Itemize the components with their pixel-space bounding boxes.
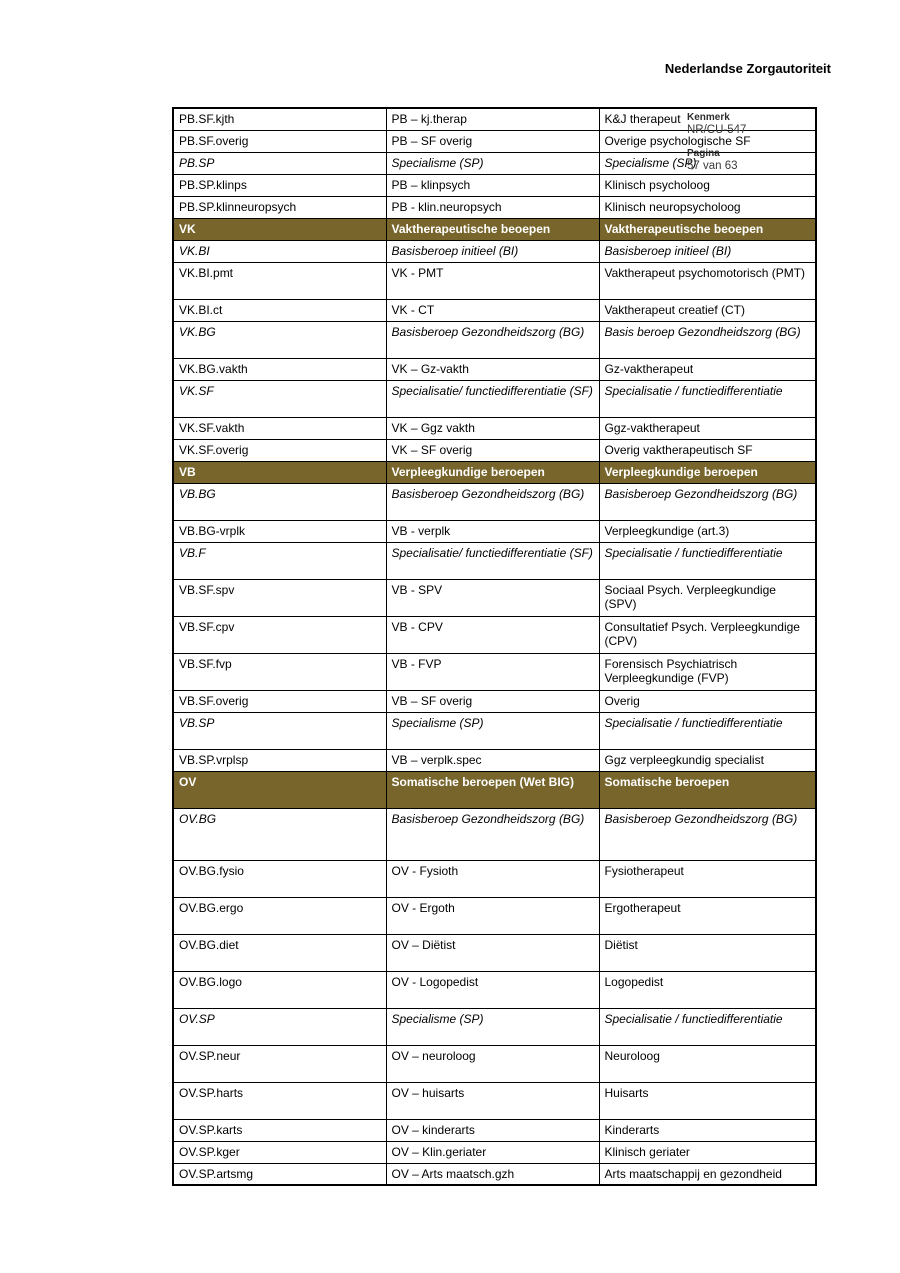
table-row bbox=[173, 1008, 816, 1045]
short-name-cell: VB – verplk.spec bbox=[386, 749, 599, 771]
code-cell: VK.BG.vakth bbox=[173, 358, 386, 380]
short-name-cell: VB - SPV bbox=[386, 579, 599, 616]
short-name-cell: VB – SF overig bbox=[386, 690, 599, 712]
short-name-cell: PB - klin.neuropsych bbox=[386, 196, 599, 218]
table-row bbox=[173, 653, 816, 690]
table-row bbox=[173, 152, 816, 174]
short-name-cell: VK – Ggz vakth bbox=[386, 417, 599, 439]
description-cell: Vaktherapeut creatief (CT) bbox=[599, 299, 816, 321]
description-cell: Basisberoep Gezondheidszorg (BG) bbox=[599, 808, 816, 860]
description-cell: Specialisatie / functiedifferentiatie bbox=[599, 712, 816, 749]
code-cell: OV.SP.neur bbox=[173, 1045, 386, 1082]
short-name-cell: Verpleegkundige beroepen bbox=[386, 461, 599, 483]
table-row bbox=[173, 1082, 816, 1119]
table-row bbox=[173, 358, 816, 380]
code-cell: VK bbox=[173, 218, 386, 240]
code-cell: OV.SP.karts bbox=[173, 1119, 386, 1141]
code-cell: OV.SP.kger bbox=[173, 1141, 386, 1163]
table-row bbox=[173, 897, 816, 934]
short-name-cell: Specialisme (SP) bbox=[386, 712, 599, 749]
description-cell: Forensisch Psychiatrisch Verpleegkundige (FVP) bbox=[599, 653, 816, 690]
code-cell: VK.SF.vakth bbox=[173, 417, 386, 439]
code-cell: PB.SP.klinps bbox=[173, 174, 386, 196]
description-cell: K&J therapeut bbox=[599, 108, 816, 130]
short-name-cell: Somatische beroepen (Wet BIG) bbox=[386, 771, 599, 808]
code-cell: VB.SF.fvp bbox=[173, 653, 386, 690]
short-name-cell: Specialisme (SP) bbox=[386, 152, 599, 174]
table-row bbox=[173, 934, 816, 971]
table-row bbox=[173, 690, 816, 712]
description-cell: Klinisch neuropsycholoog bbox=[599, 196, 816, 218]
code-cell: VB bbox=[173, 461, 386, 483]
table-row bbox=[173, 1163, 816, 1185]
description-cell: Kinderarts bbox=[599, 1119, 816, 1141]
short-name-cell: Basisberoep Gezondheidszorg (BG) bbox=[386, 321, 599, 358]
description-cell: Consultatief Psych. Verpleegkundige (CPV) bbox=[599, 616, 816, 653]
mapping-table-body bbox=[173, 108, 816, 1185]
table-row bbox=[173, 196, 816, 218]
short-name-cell: Specialisatie/ functiedifferentiatie (SF) bbox=[386, 380, 599, 417]
code-cell: OV.BG.diet bbox=[173, 934, 386, 971]
description-cell: Klinisch psycholoog bbox=[599, 174, 816, 196]
short-name-cell: OV - Logopedist bbox=[386, 971, 599, 1008]
table-row bbox=[173, 616, 816, 653]
code-cell: OV bbox=[173, 771, 386, 808]
short-name-cell: VB - CPV bbox=[386, 616, 599, 653]
code-cell: VK.BI bbox=[173, 240, 386, 262]
table-row bbox=[173, 808, 816, 860]
code-cell: OV.BG bbox=[173, 808, 386, 860]
description-cell: Specialisatie / functiedifferentiatie bbox=[599, 380, 816, 417]
description-cell: Vaktherapeut psychomotorisch (PMT) bbox=[599, 262, 816, 299]
code-cell: VB.SF.cpv bbox=[173, 616, 386, 653]
pagina-label: Pagina bbox=[687, 148, 720, 159]
description-cell: Overige psychologische SF bbox=[599, 130, 816, 152]
table-row bbox=[173, 971, 816, 1008]
description-cell: Fysiotherapeut bbox=[599, 860, 816, 897]
description-cell: Verpleegkundige beroepen bbox=[599, 461, 816, 483]
pagina-value: 57 van 63 bbox=[687, 160, 738, 172]
description-cell: Vaktherapeutische beoepen bbox=[599, 218, 816, 240]
section-header-row bbox=[173, 461, 816, 483]
table-row bbox=[173, 108, 816, 130]
code-cell: OV.BG.ergo bbox=[173, 897, 386, 934]
code-cell: PB.SP.klinneuropsych bbox=[173, 196, 386, 218]
table-row bbox=[173, 712, 816, 749]
description-cell: Ggz verpleegkundig specialist bbox=[599, 749, 816, 771]
table-row bbox=[173, 542, 816, 579]
description-cell: Diëtist bbox=[599, 934, 816, 971]
short-name-cell: OV – huisarts bbox=[386, 1082, 599, 1119]
description-cell: Specialisme (SP) bbox=[599, 152, 816, 174]
description-cell: Specialisatie / functiedifferentiatie bbox=[599, 1008, 816, 1045]
short-name-cell: OV – neuroloog bbox=[386, 1045, 599, 1082]
code-cell: OV.BG.logo bbox=[173, 971, 386, 1008]
short-name-cell: VK – SF overig bbox=[386, 439, 599, 461]
organisation-title: Nederlandse Zorgautoriteit bbox=[664, 61, 831, 76]
short-name-cell: VB - verplk bbox=[386, 520, 599, 542]
code-cell: PB.SP bbox=[173, 152, 386, 174]
table-row bbox=[173, 417, 816, 439]
code-cell: VB.SP bbox=[173, 712, 386, 749]
description-cell: Arts maatschappij en gezondheid bbox=[599, 1163, 816, 1185]
short-name-cell: OV - Ergoth bbox=[386, 897, 599, 934]
description-cell: Ergotherapeut bbox=[599, 897, 816, 934]
short-name-cell: Specialisatie/ functiedifferentiatie (SF) bbox=[386, 542, 599, 579]
description-cell: Ggz-vaktherapeut bbox=[599, 417, 816, 439]
table-row bbox=[173, 321, 816, 358]
table-row bbox=[173, 483, 816, 520]
table-row bbox=[173, 1045, 816, 1082]
table-row bbox=[173, 749, 816, 771]
kenmerk-value: NR/CU-547 bbox=[687, 124, 747, 136]
description-cell: Somatische beroepen bbox=[599, 771, 816, 808]
description-cell: Neuroloog bbox=[599, 1045, 816, 1082]
short-name-cell: VK – Gz-vakth bbox=[386, 358, 599, 380]
short-name-cell: VK - CT bbox=[386, 299, 599, 321]
description-cell: Overig vaktherapeutisch SF bbox=[599, 439, 816, 461]
table-row bbox=[173, 262, 816, 299]
short-name-cell: OV – Diëtist bbox=[386, 934, 599, 971]
code-cell: VB.SP.vrplsp bbox=[173, 749, 386, 771]
code-cell: PB.SF.overig bbox=[173, 130, 386, 152]
table-row bbox=[173, 860, 816, 897]
description-cell: Verpleegkundige (art.3) bbox=[599, 520, 816, 542]
short-name-cell: OV – Klin.geriater bbox=[386, 1141, 599, 1163]
table-row bbox=[173, 299, 816, 321]
table-row bbox=[173, 520, 816, 542]
section-header-row bbox=[173, 771, 816, 808]
code-cell: OV.SP.artsmg bbox=[173, 1163, 386, 1185]
code-cell: VK.BI.pmt bbox=[173, 262, 386, 299]
description-cell: Klinisch geriater bbox=[599, 1141, 816, 1163]
description-cell: Basis beroep Gezondheidszorg (BG) bbox=[599, 321, 816, 358]
short-name-cell: OV - Fysioth bbox=[386, 860, 599, 897]
kenmerk-label: Kenmerk bbox=[687, 112, 730, 123]
code-cell: VB.BG-vrplk bbox=[173, 520, 386, 542]
code-cell: VK.BG bbox=[173, 321, 386, 358]
description-cell: Sociaal Psych. Verpleegkundige (SPV) bbox=[599, 579, 816, 616]
code-cell: VB.BG bbox=[173, 483, 386, 520]
table-row bbox=[173, 1119, 816, 1141]
description-cell: Gz-vaktherapeut bbox=[599, 358, 816, 380]
table-row bbox=[173, 1141, 816, 1163]
short-name-cell: Basisberoep Gezondheidszorg (BG) bbox=[386, 808, 599, 860]
description-cell: Basisberoep Gezondheidszorg (BG) bbox=[599, 483, 816, 520]
short-name-cell: Vaktherapeutische beoepen bbox=[386, 218, 599, 240]
table-row bbox=[173, 579, 816, 616]
short-name-cell: Basisberoep initieel (BI) bbox=[386, 240, 599, 262]
short-name-cell: PB – SF overig bbox=[386, 130, 599, 152]
code-cell: OV.SP bbox=[173, 1008, 386, 1045]
table-row bbox=[173, 439, 816, 461]
short-name-cell: OV – Arts maatsch.gzh bbox=[386, 1163, 599, 1185]
code-cell: VK.SF.overig bbox=[173, 439, 386, 461]
description-cell: Specialisatie / functiedifferentiatie bbox=[599, 542, 816, 579]
profession-code-table bbox=[172, 107, 817, 1186]
description-cell: Huisarts bbox=[599, 1082, 816, 1119]
description-cell: Basisberoep initieel (BI) bbox=[599, 240, 816, 262]
short-name-cell: VK - PMT bbox=[386, 262, 599, 299]
table-row bbox=[173, 380, 816, 417]
code-cell: VB.F bbox=[173, 542, 386, 579]
code-cell: VK.BI.ct bbox=[173, 299, 386, 321]
code-cell: PB.SF.kjth bbox=[173, 108, 386, 130]
section-header-row bbox=[173, 218, 816, 240]
table-row bbox=[173, 130, 816, 152]
table-row bbox=[173, 240, 816, 262]
short-name-cell: Specialisme (SP) bbox=[386, 1008, 599, 1045]
table-row bbox=[173, 174, 816, 196]
short-name-cell: PB – kj.therap bbox=[386, 108, 599, 130]
code-cell: OV.SP.harts bbox=[173, 1082, 386, 1119]
description-cell: Logopedist bbox=[599, 971, 816, 1008]
code-cell: VB.SF.spv bbox=[173, 579, 386, 616]
short-name-cell: Basisberoep Gezondheidszorg (BG) bbox=[386, 483, 599, 520]
code-cell: VK.SF bbox=[173, 380, 386, 417]
code-cell: OV.BG.fysio bbox=[173, 860, 386, 897]
short-name-cell: PB – klinpsych bbox=[386, 174, 599, 196]
description-cell: Overig bbox=[599, 690, 816, 712]
short-name-cell: OV – kinderarts bbox=[386, 1119, 599, 1141]
short-name-cell: VB - FVP bbox=[386, 653, 599, 690]
code-cell: VB.SF.overig bbox=[173, 690, 386, 712]
